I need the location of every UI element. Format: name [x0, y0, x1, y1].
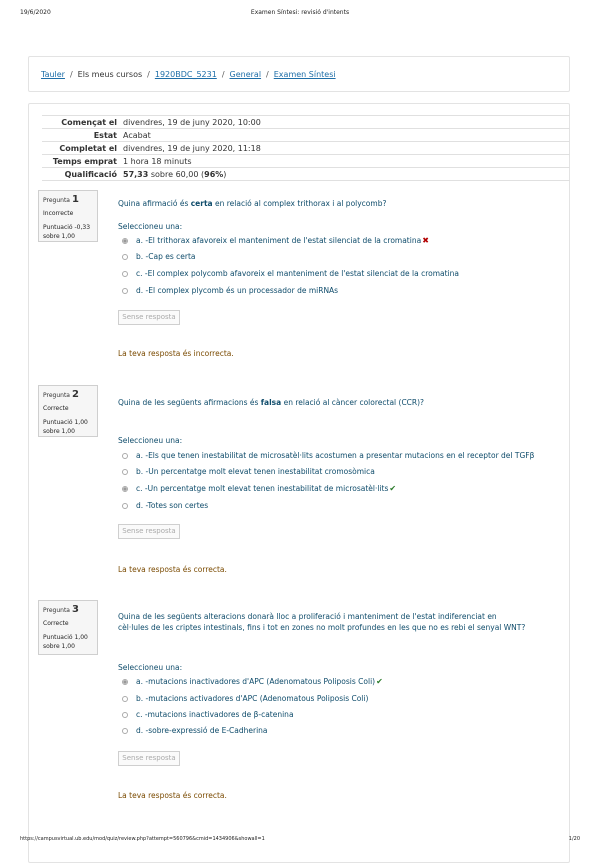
- question-1-option-c[interactable]: c. -El complex polycomb afavoreix el manteniment de l'estat silenciat de la cromatina: [122, 269, 459, 278]
- print-title: Examen Síntesi: revisió d'intents: [250, 9, 350, 16]
- summary-row-grade: [42, 168, 570, 181]
- grade-out-of: sobre 60,00 (: [148, 169, 205, 179]
- question-1-feedback: La teva resposta és incorrecta.: [118, 349, 234, 358]
- question-1-text: Quina afirmació és certa en relació al complex trithorax i al polycomb?: [118, 199, 387, 208]
- radio-button[interactable]: [122, 288, 128, 294]
- question-state: Correcte: [43, 620, 69, 627]
- question-3-option-c[interactable]: c. -mutacions inactivadores de β-catenina: [122, 710, 294, 719]
- grade-close: ): [223, 169, 227, 179]
- radio-button[interactable]: [122, 679, 128, 685]
- question-state: Correcte: [43, 405, 69, 412]
- summary-value: [120, 168, 570, 181]
- summary-value: Acabat: [120, 129, 570, 142]
- grade-percent: 96%: [204, 169, 224, 179]
- incorrect-icon: ✖: [422, 236, 429, 245]
- question-1-option-d[interactable]: d. -El complex plycomb és un processador de miRNAs: [122, 286, 338, 295]
- question-2-text: Quina de les següents afirmacions és falsa en relació al càncer colorectal (CCR)?: [118, 398, 425, 407]
- radio-button[interactable]: [122, 696, 128, 702]
- radio-button[interactable]: [122, 453, 128, 459]
- radio-button[interactable]: [122, 728, 128, 734]
- question-1-info: [38, 190, 98, 242]
- summary-key: Començat el: [42, 116, 120, 129]
- radio-button[interactable]: [122, 712, 128, 718]
- question-3-option-a[interactable]: a. -mutacions inactivadores d'APC (Adenomatous Poliposis Coli) ✔: [122, 677, 383, 686]
- question-2-option-d[interactable]: d. -Totes son certes: [122, 501, 208, 510]
- radio-button[interactable]: [122, 469, 128, 475]
- question-1-prompt: Seleccioneu una:: [118, 222, 183, 231]
- breadcrumb: [41, 70, 336, 79]
- question-grade: Puntuació 1,00 sobre 1,00: [43, 419, 88, 435]
- question-number: Pregunta 1: [43, 194, 79, 205]
- summary-value: 1 hora 18 minuts: [120, 155, 570, 168]
- question-state: Incorrecte: [43, 210, 74, 217]
- question-number: Pregunta 3: [43, 604, 79, 615]
- correct-icon: ✔: [389, 484, 397, 493]
- question-3-feedback: La teva resposta és correcta.: [118, 791, 227, 800]
- question-number: Pregunta 2: [43, 389, 79, 400]
- summary-key: Estat: [42, 129, 120, 142]
- breadcrumb-separator: /: [221, 70, 225, 79]
- radio-button[interactable]: [122, 486, 128, 492]
- breadcrumb-separator: /: [147, 70, 150, 79]
- quiz-review-region: [28, 103, 570, 863]
- breadcrumb-general[interactable]: General: [229, 70, 262, 79]
- radio-button[interactable]: [122, 271, 128, 277]
- breadcrumb-my-courses: Els meus cursos: [77, 70, 143, 79]
- breadcrumb-container: [28, 56, 570, 92]
- correct-icon: ✔: [376, 677, 383, 686]
- breadcrumb-course[interactable]: 1920BDC_5231: [154, 70, 217, 79]
- question-3-text: Quina de les següents alteracions donarà lloc a proliferació i manteniment de l'estat indiferenciat en cèl·lules de les criptes intestinals, fins i tot en zones no molt profundes en les que no es rebi el senyal WNT?: [118, 612, 526, 632]
- summary-row-started: [42, 116, 570, 129]
- question-2-option-c[interactable]: c. -Un percentatge molt elevat tenen inestabilitat de microsatèl·lits ✔: [122, 484, 396, 493]
- summary-key: Completat el: [42, 142, 120, 155]
- radio-button[interactable]: [122, 254, 128, 260]
- print-url: https://campusvirtual.ub.edu/mod/quiz/review.php?attempt=560796&cmid=1434906&showall=1: [20, 836, 265, 842]
- question-1-option-b[interactable]: b. -Cap es certa: [122, 252, 195, 261]
- question-2-prompt: Seleccioneu una:: [118, 436, 183, 445]
- radio-button[interactable]: [122, 238, 128, 244]
- summary-key: Temps emprat: [42, 155, 120, 168]
- question-grade: Puntuació 1,00 sobre 1,00: [43, 634, 88, 650]
- question-3-info: [38, 600, 98, 655]
- radio-button[interactable]: [122, 503, 128, 509]
- attempt-summary-table: [42, 115, 570, 181]
- summary-row-time-taken: [42, 155, 570, 168]
- question-2-info: [38, 385, 98, 437]
- print-date: 19/6/2020: [20, 9, 51, 16]
- summary-row-state: [42, 129, 570, 142]
- grade-score: 57,33: [123, 169, 149, 179]
- question-2-option-a[interactable]: a. -Els que tenen inestabilitat de microsatèl·lits acostumen a presentar mutacions en el receptor del TGFβ: [122, 451, 534, 460]
- question-1-clear-button[interactable]: Sense resposta: [118, 310, 180, 325]
- breadcrumb-tauler[interactable]: Tauler: [41, 70, 65, 79]
- summary-row-completed: [42, 142, 570, 155]
- breadcrumb-separator: /: [69, 70, 73, 79]
- question-grade: Puntuació -0,33 sobre 1,00: [43, 224, 91, 240]
- summary-value: divendres, 19 de juny 2020, 11:18: [120, 142, 570, 155]
- question-3-option-d[interactable]: d. -sobre-expressió de E-Cadherina: [122, 726, 268, 735]
- question-3-option-b[interactable]: b. -mutacions activadores d'APC (Adenomatous Poliposis Coli): [122, 694, 368, 703]
- question-2-option-b[interactable]: b. -Un percentatge molt elevat tenen inestabilitat cromosòmica: [122, 467, 375, 476]
- breadcrumb-separator: /: [266, 70, 269, 79]
- question-2-feedback: La teva resposta és correcta.: [118, 565, 227, 574]
- question-3-prompt: Seleccioneu una:: [118, 663, 183, 672]
- question-1-option-a[interactable]: a. -El trithorax afavoreix el manteniment de l'estat silenciat de la cromatina ✖: [122, 236, 429, 245]
- print-page-count: 1/20: [568, 836, 580, 842]
- question-3-clear-button[interactable]: Sense resposta: [118, 751, 180, 766]
- breadcrumb-exam[interactable]: Examen Síntesi: [273, 70, 336, 79]
- summary-value: divendres, 19 de juny 2020, 10:00: [120, 116, 570, 129]
- question-2-clear-button[interactable]: Sense resposta: [118, 524, 180, 539]
- summary-key: Qualificació: [42, 168, 120, 181]
